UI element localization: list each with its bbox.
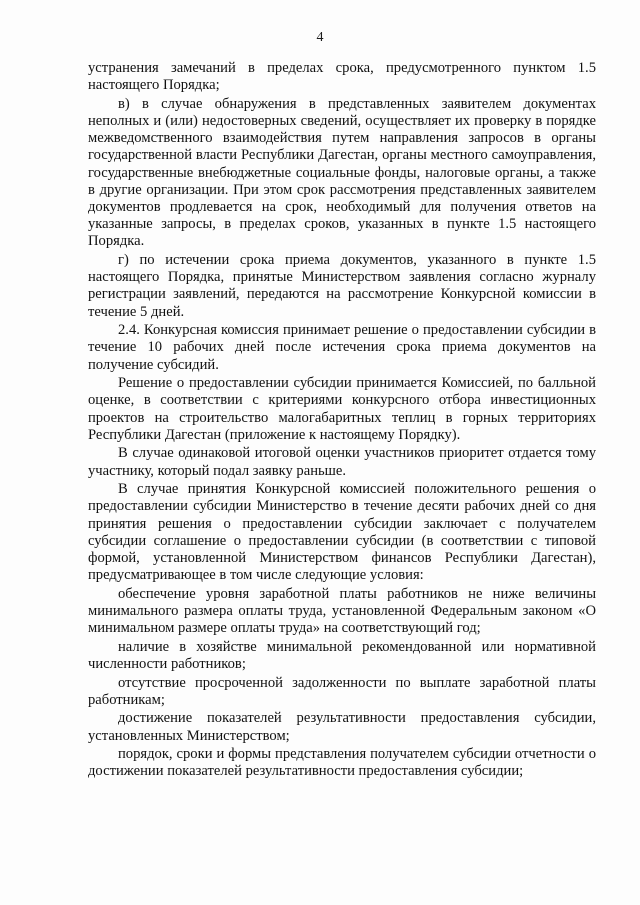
paragraph-condition-debt: отсутствие просроченной задолженности по выплате заработной платы работникам; (88, 674, 596, 708)
paragraph-condition-staff: наличие в хозяйстве минимальной рекомендованной или нормативной численности работников; (88, 638, 596, 673)
paragraph-condition-wages: обеспечение уровня заработной платы работников не ниже величины минимального размера оплаты труда, установленной Федеральным законом «О минимальном размере оплаты труда» на соответствующий год; (88, 585, 596, 637)
paragraph-agreement: В случае принятия Конкурсной комиссией положительного решения о предоставлении субсидии Министерство в течение десяти рабочих дней со дня принятия решения о предоставлении субсидии заключает с получателем субсидии соглашение о предоставлении субсидии (в соответствии с типовой формой, установленной Министерством финансов Республики Дагестан), предусматривающее в том числе следующие условия: (88, 481, 596, 584)
paragraph-condition-indicators: достижение показателей результативности предоставления субсидии, установленных Министерством; (88, 710, 596, 744)
page-number: 4 (316, 30, 324, 45)
paragraph-item-v: в) в случае обнаружения в представленных заявителем документах неполных и (или) недостоверных сведений, осуществляет их проверку в порядке межведомственного взаимодействия путем направления запросов в органы государственной власти Республики Дагестан, органы местного самоуправления, государственные внебюджетные социальные фонды, налоговые органы, а также в другие организации. При этом срок рассмотрения представленных заявителем документов продлевается на срок, необходимый для получения ответов на указанные запросы, в пределах сроков, указанных в пункте 1.5 настоящего Порядка. (88, 95, 596, 250)
paragraph-section-2-4: 2.4. Конкурсная комиссия принимает решение о предоставлении субсидии в течение 10 рабочих дней после истечения срока приема документов на получение субсидий. (88, 322, 596, 373)
paragraph-continuation: устранения замечаний в пределах срока, предусмотренного пунктом 1.5 настоящего Порядка; (88, 60, 596, 94)
paragraph-decision-scoring: Решение о предоставлении субсидии принимается Комиссией, по балльной оценке, в соответствии с критериями конкурсного отбора инвестиционных проектов на строительство малогабаритных теплиц в горных территориях Республики Дагестан (приложение к настоящему Порядку). (88, 375, 596, 443)
paragraph-condition-reporting: порядок, сроки и формы представления получателем субсидии отчетности о достижении показателей результативности предоставления субсидии; (88, 746, 596, 780)
paragraph-equal-score: В случае одинаковой итоговой оценки участников приоритет отдается тому участнику, который подал заявку раньше. (88, 445, 596, 479)
document-body (88, 60, 596, 781)
paragraph-item-g: г) по истечении срока приема документов, указанного в пункте 1.5 настоящего Порядка, принятые Министерством заявления согласно журналу регистрации заявлений, передаются на рассмотрение Конкурсной комиссии в течение 5 дней. (88, 252, 596, 320)
